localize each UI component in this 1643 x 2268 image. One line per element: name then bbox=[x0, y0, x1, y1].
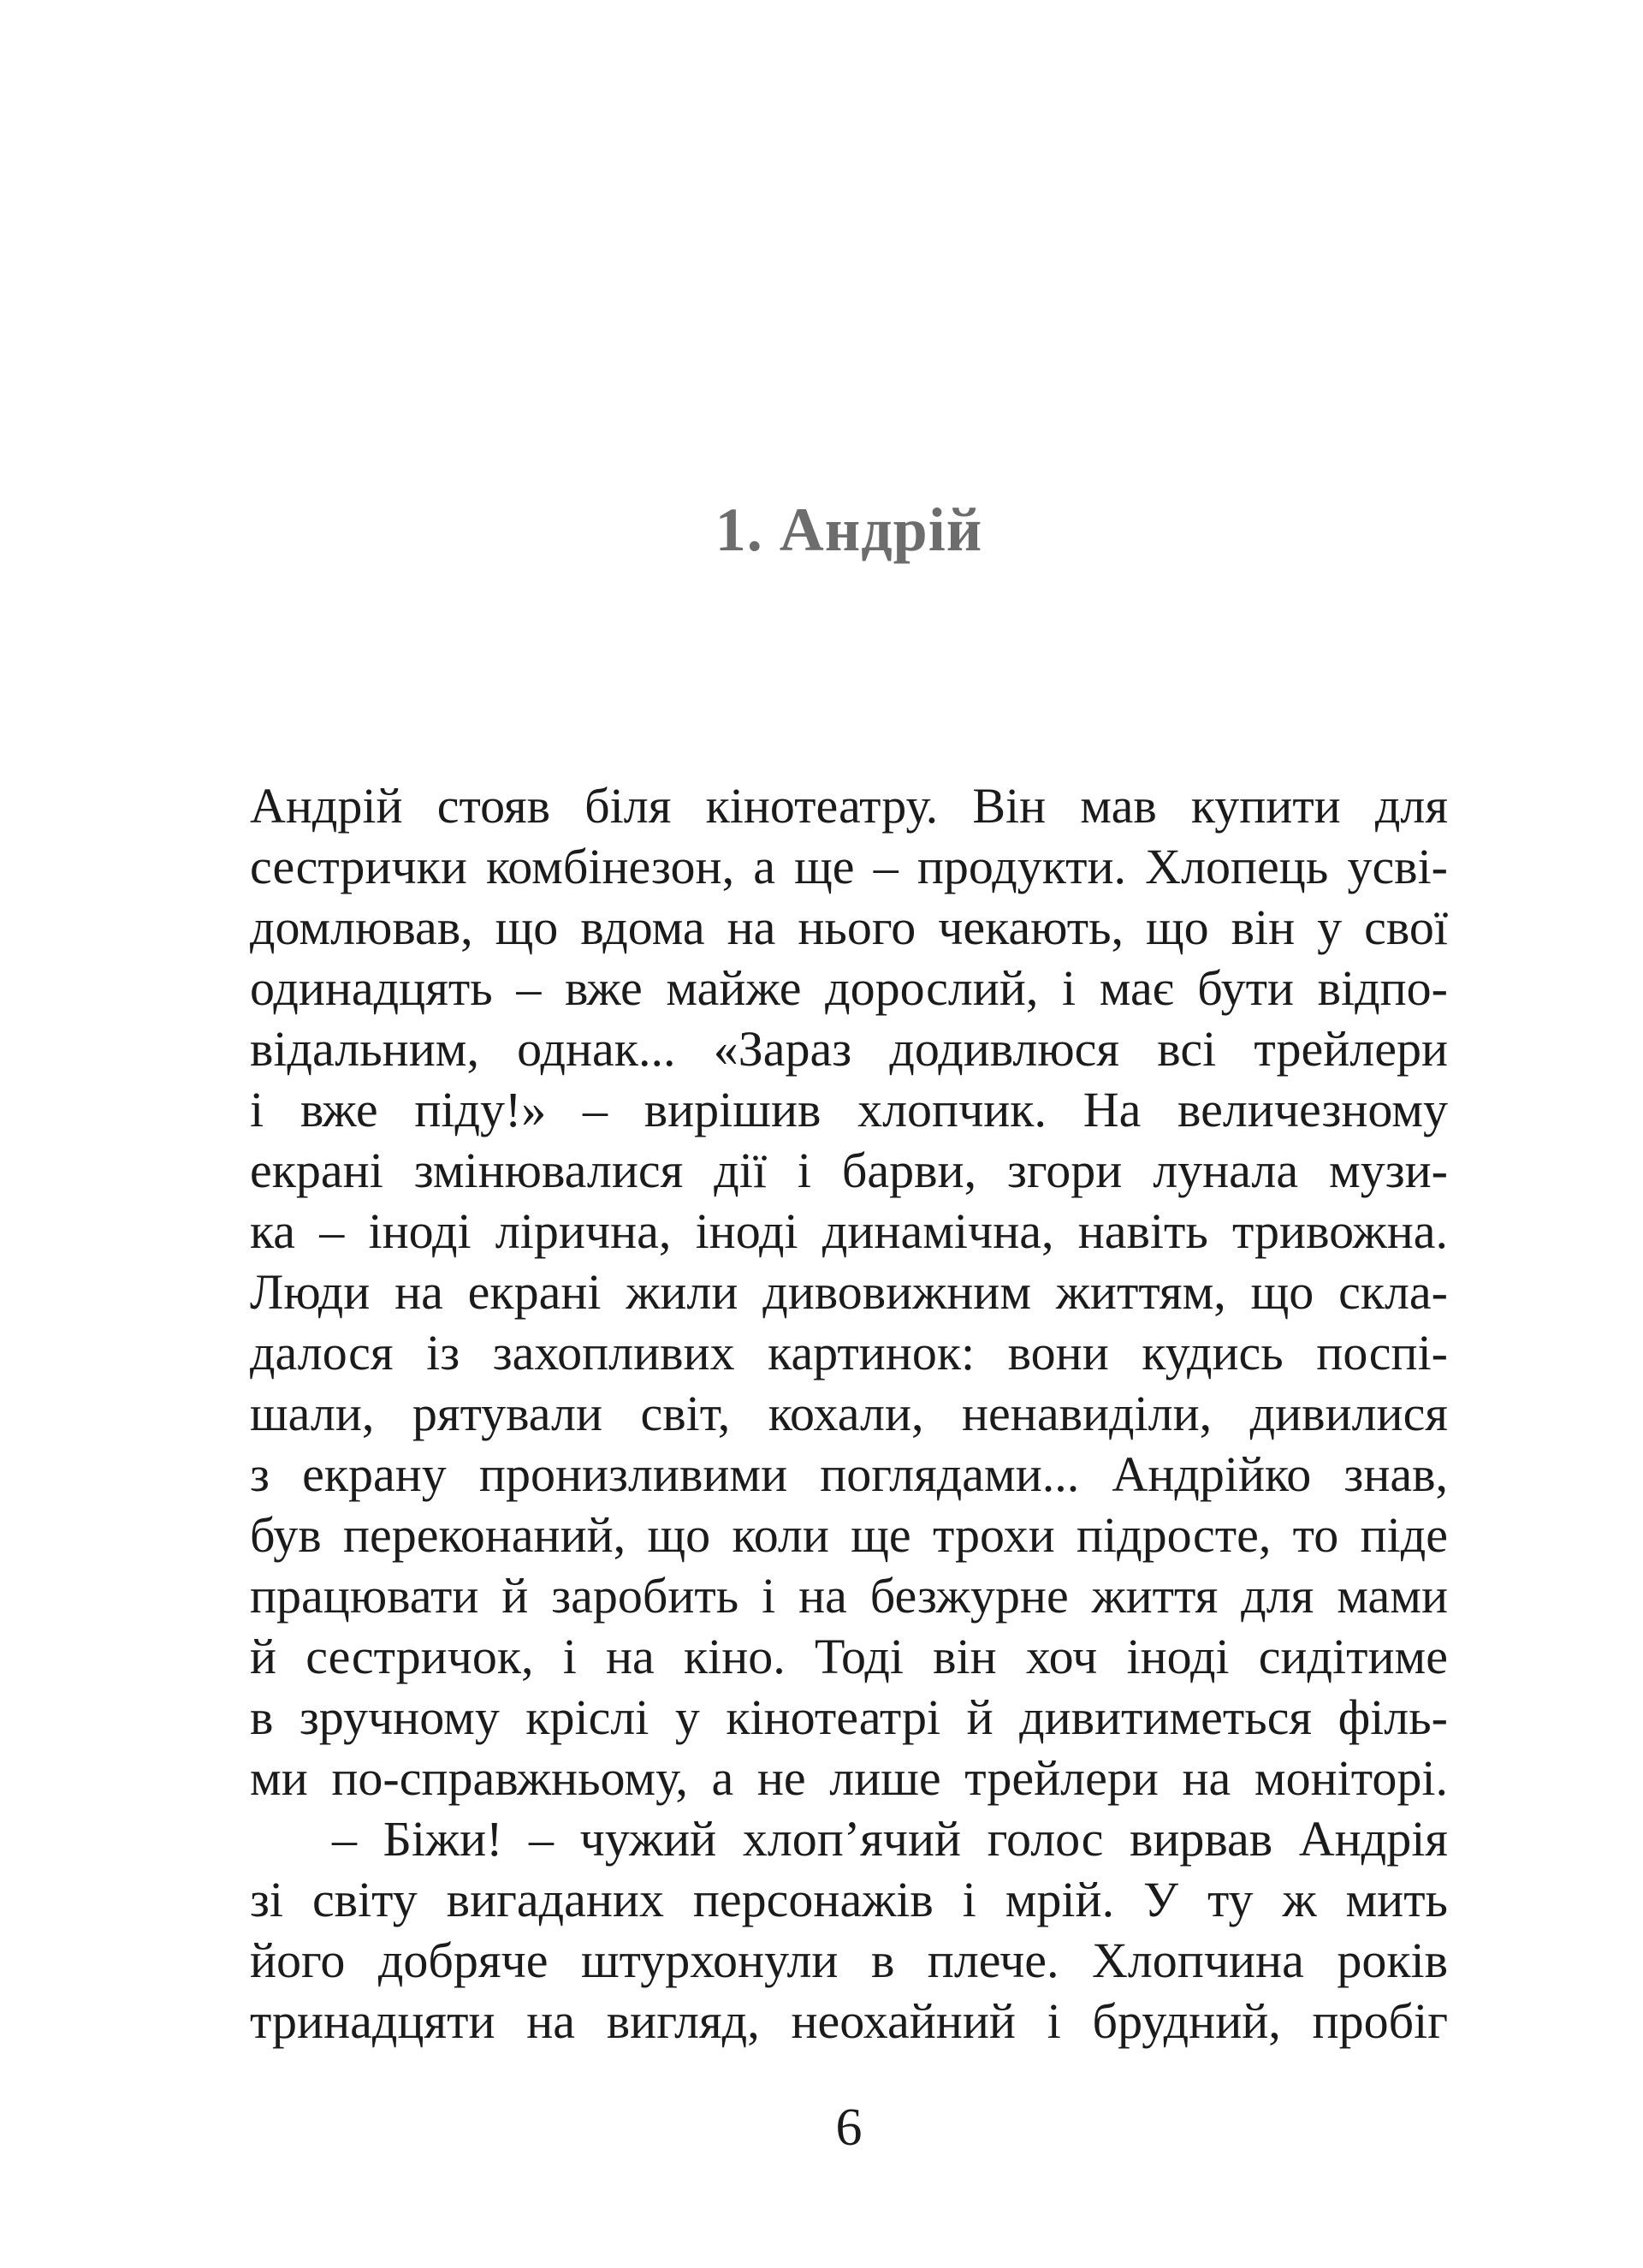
text-line: в зручному кріслі у кінотеатрі й дивитиметься філь- bbox=[250, 1689, 1448, 1745]
text-line: екрані змінювалися дії і барви, згори лунала музи- bbox=[250, 1143, 1448, 1198]
text-line: Люди на екрані жили дивовижним життям, що скла- bbox=[250, 1264, 1448, 1320]
text-line: відальним, однак... «Зараз додивлюся всі трейлери bbox=[250, 1021, 1448, 1077]
text-line: одинадцять – вже майже дорослий, і має бути відпо- bbox=[250, 960, 1448, 1016]
text-line: працювати й заробить і на безжурне життя для мами bbox=[250, 1568, 1448, 1624]
text-line: ка – іноді лірична, іноді динамічна, навіть тривожна. bbox=[250, 1203, 1448, 1259]
text-line: тринадцяти на вигляд, неохайний і брудний, пробіг bbox=[250, 1993, 1448, 2049]
body-text bbox=[250, 775, 1448, 2051]
text-line: – Біжи! – чужий хлоп’ячий голос вирвав Андрія bbox=[332, 1811, 1448, 1867]
paragraph bbox=[250, 775, 1448, 1808]
text-line: Андрій стояв біля кінотеатру. Він мав купити для bbox=[250, 778, 1448, 834]
text-line: зі світу вигаданих персонажів і мрій. У ту ж мить bbox=[250, 1872, 1448, 1927]
paragraph bbox=[250, 1808, 1448, 2051]
text-line: був переконаний, що коли ще трохи підросте, то піде bbox=[250, 1507, 1448, 1563]
page-number: 6 bbox=[835, 2099, 863, 2157]
text-line: домлював, що вдома на нього чекають, що він у свої bbox=[250, 899, 1448, 955]
text-line: ми по-справжньому, а не лише трейлери на моніторі. bbox=[250, 1750, 1448, 1806]
text-line: далося із захопливих картинок: вони кудись поспі- bbox=[250, 1325, 1448, 1380]
chapter-title: 1. Андрій bbox=[715, 496, 983, 564]
text-line: з екрану пронизливими поглядами... Андрійко знав, bbox=[250, 1446, 1448, 1502]
text-line: і вже піду!» – вирішив хлопчик. На величезному bbox=[250, 1082, 1448, 1137]
text-line: сестрички комбінезон, а ще – продукти. Хлопець усві- bbox=[250, 839, 1448, 894]
text-line: й сестричок, і на кіно. Тоді він хоч іноді сидітиме bbox=[250, 1629, 1448, 1684]
text-line: шали, рятували світ, кохали, ненавиділи, дивилися bbox=[250, 1386, 1448, 1441]
text-line: його добряче штурхонули в плече. Хлопчина років bbox=[250, 1933, 1448, 1988]
